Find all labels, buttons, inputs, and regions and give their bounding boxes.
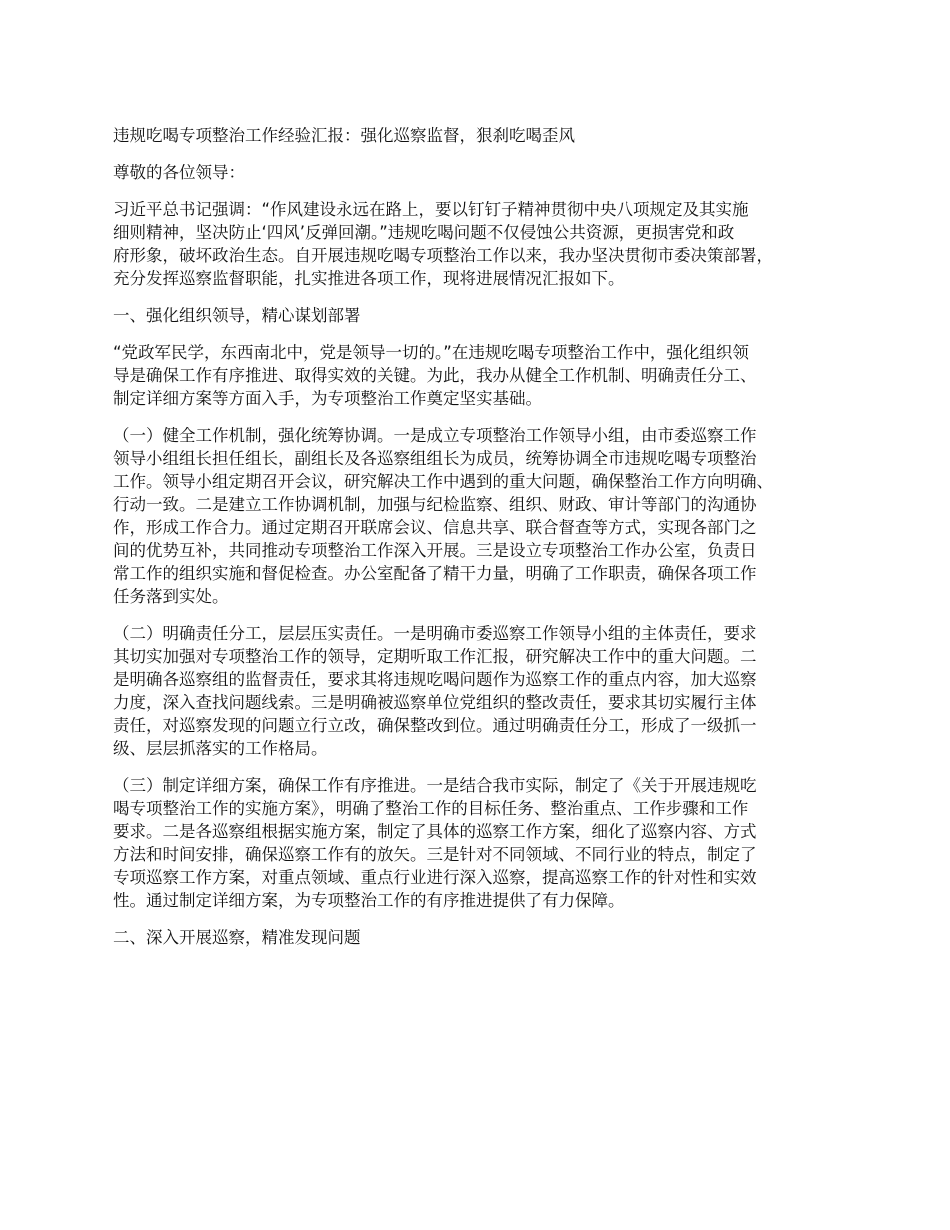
document-page: [113, 124, 858, 963]
paragraph-intro: 习近平总书记强调：“作风建设永远在路上，要以钉钉子精神贯彻中央八项规定及其实施 细则精神，坚决防止‘四风’反弹回潮。”违规吃喝问题不仅侵蚀公共资源，更损害党和政 府形象，破坏政治生态。自开展违规吃喝专项整治工作以来，我办坚决贯彻市委决策部署， 充分发挥巡察监督职能，扎实推进各项工作，现将进展情况汇报如下。: [113, 200, 773, 288]
section-heading-2: 二、深入开展巡察，精准发现问题: [113, 928, 361, 947]
paragraph-section-1-intro: “党政军民学，东西南北中，党是领导一切的。”在违规吃喝专项整治工作中，强化组织领 导是确保工作有序推进、取得实效的关键。为此，我办从健全工作机制、明确责任分工、 制定详细方案等方面入手，为专项整治工作奠定坚实基础。: [113, 343, 757, 408]
paragraph-subsection-2: （二）明确责任分工，层层压实责任。一是明确市委巡察工作领导小组的主体责任，要求 其切实加强对专项整治工作的领导，定期听取工作汇报，研究解决工作中的重大问题。二 是明确各巡察组的监督责任，要求其将违规吃喝问题作为巡察工作的重点内容，加大巡察 力度，深入查找问题线索。三是明确被巡察单位党组织的整改责任，要求其切实履行主体 责任，对巡察发现的问题立行立改，确保整改到位。通过明确责任分工，形成了一级抓一 级、层层抓落实的工作格局。: [113, 624, 757, 758]
document-title: 违规吃喝专项整治工作经验汇报：强化巡察监督，狠刹吃喝歪风: [113, 126, 575, 145]
salutation: 尊敬的各位领导：: [113, 163, 245, 182]
paragraph-subsection-3: （三）制定详细方案，确保工作有序推进。一是结合我市实际，制定了《关于开展违规吃 喝专项整治工作的实施方案》，明确了整治工作的目标任务、整治重点、工作步骤和工作 要求。二是各巡察组根据实施方案，制定了具体的巡察工作方案，细化了巡察内容、方式 方法和时间安排，确保巡察工作有的放矢。三是针对不同领域、不同行业的特点，制定了 专项巡察工作方案，对重点领域、重点行业进行深入巡察，提高巡察工作的针对性和实效 性。通过制定详细方案，为专项整治工作的有序推进提供了有力保障。: [113, 776, 757, 910]
section-heading-1: 一、强化组织领导，精心谋划部署: [113, 306, 361, 325]
paragraph-subsection-1: （一）健全工作机制，强化统筹协调。一是成立专项整治工作领导小组，由市委巡察工作 领导小组组长担任组长，副组长及各巡察组组长为成员，统筹协调全市违规吃喝专项整治 工作。领导小组定期召开会议，研究解决工作中遇到的重大问题，确保整治工作方向明确、 行动一致。二是建立工作协调机制，加强与纪检监察、组织、财政、审计等部门的沟通协 作，形成工作合力。通过定期召开联席会议、信息共享、联合督查等方式，实现各部门之 间的优势互补，共同推动专项整治工作深入开展。三是设立专项整治工作办公室，负责日 常工作的组织实施和督促检查。办公室配备了精干力量，明确了工作职责，确保各项工作 任务落到实处。: [113, 426, 773, 606]
